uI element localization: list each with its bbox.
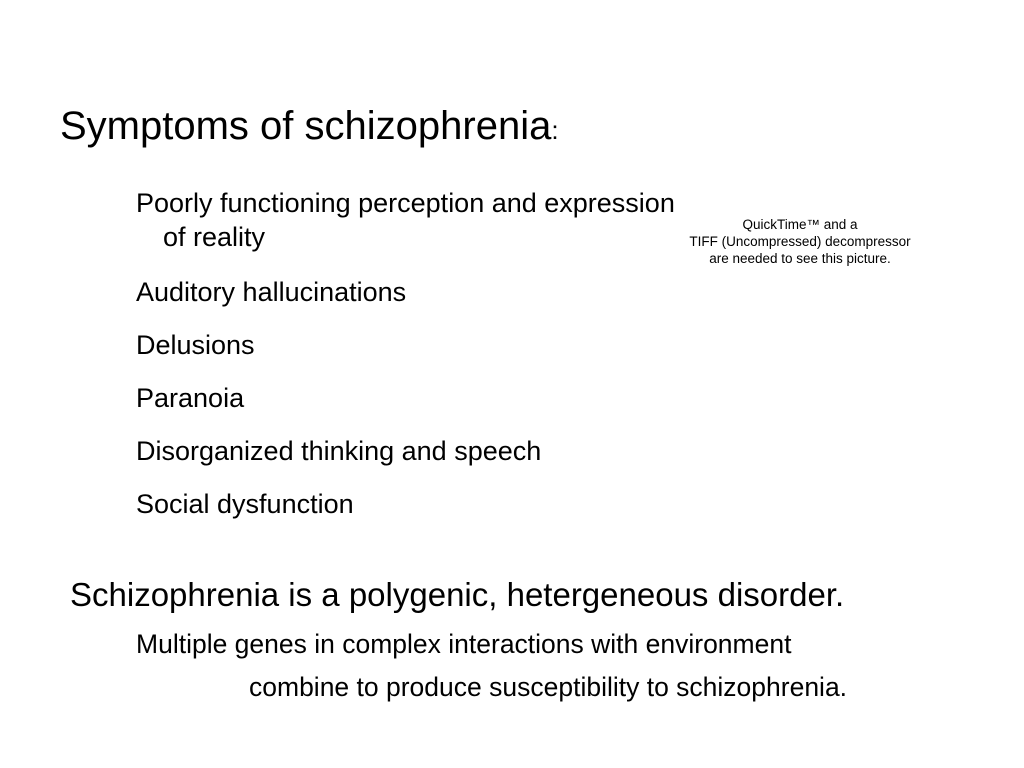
slide-title-text: Symptoms of schizophrenia — [60, 104, 552, 148]
image-placeholder — [664, 216, 936, 267]
polygenic-statement: Schizophrenia is a polygenic, hetergeneous disorder. — [70, 576, 845, 613]
image-placeholder-line-3: are needed to see this picture. — [709, 251, 891, 266]
symptom-item-delusions: Delusions — [136, 330, 255, 360]
sub-statement-line-1: Multiple genes in complex interactions with environment — [136, 629, 792, 659]
symptom-item-paranoia: Paranoia — [136, 383, 245, 413]
slide-title — [60, 100, 559, 156]
sub-statement-line-2: combine to produce susceptibility to schizophrenia. — [249, 672, 848, 702]
symptom-item-auditory-hallucinations: Auditory hallucinations — [136, 277, 407, 307]
image-placeholder-line-2: TIFF (Uncompressed) decompressor — [689, 234, 911, 249]
symptom-item-perception: Poorly functioning perception and expression of reality — [136, 188, 675, 252]
image-placeholder-line-1: QuickTime™ and a — [742, 217, 858, 232]
symptom-item-social-dysfunction: Social dysfunction — [136, 489, 354, 519]
slide-title-colon: : — [551, 115, 559, 145]
symptom-item-disorganized-thinking: Disorganized thinking and speech — [136, 436, 542, 466]
